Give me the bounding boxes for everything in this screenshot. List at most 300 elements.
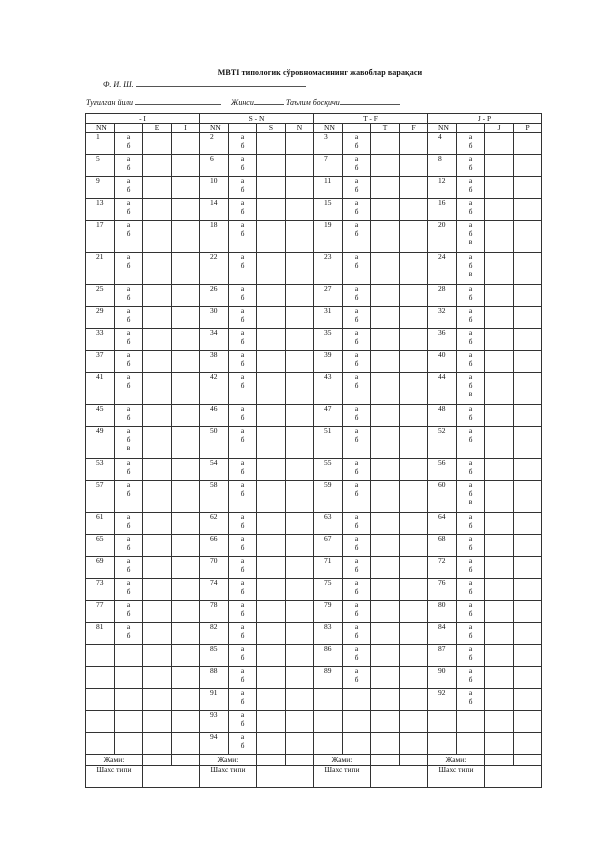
pole-tally-cell[interactable] xyxy=(286,689,314,711)
answer-option[interactable]: б xyxy=(468,674,473,684)
pole-tally-cell[interactable] xyxy=(485,513,514,535)
answer-option[interactable]: б xyxy=(354,630,359,640)
answer-option[interactable]: а xyxy=(468,328,473,337)
answer-option[interactable]: а xyxy=(240,328,245,337)
pole-tally-cell[interactable] xyxy=(514,253,542,285)
answer-option[interactable]: а xyxy=(126,426,131,435)
pole-tally-cell[interactable] xyxy=(143,733,172,755)
pole-tally-cell[interactable] xyxy=(371,199,400,221)
answer-option[interactable]: в xyxy=(468,237,473,247)
pole-tally-cell[interactable] xyxy=(514,373,542,405)
pole-tally-cell[interactable] xyxy=(485,667,514,689)
answer-option[interactable]: а xyxy=(468,556,473,565)
pole-tally-cell[interactable] xyxy=(400,557,428,579)
pole-tally-cell[interactable] xyxy=(400,733,428,755)
answer-option[interactable]: б xyxy=(354,228,359,238)
pole-tally-cell[interactable] xyxy=(143,711,172,733)
pole-tally-cell[interactable] xyxy=(400,535,428,557)
pole-tally-cell[interactable] xyxy=(257,199,286,221)
education-line[interactable] xyxy=(340,96,400,105)
answer-option[interactable]: а xyxy=(126,578,131,587)
full-name-field[interactable] xyxy=(103,78,306,89)
answer-option[interactable]: а xyxy=(126,328,131,337)
answer-option[interactable]: б xyxy=(240,740,245,750)
pole-tally-cell[interactable] xyxy=(172,645,200,667)
pole-tally-cell[interactable] xyxy=(286,711,314,733)
answer-option[interactable]: а xyxy=(468,600,473,609)
answer-option[interactable]: а xyxy=(126,350,131,359)
answer-option[interactable]: а xyxy=(126,284,131,293)
answer-option[interactable]: а xyxy=(468,284,473,293)
answer-option[interactable]: а xyxy=(126,252,131,261)
pole-tally-cell[interactable] xyxy=(371,535,400,557)
answer-option[interactable]: б xyxy=(126,564,131,574)
pole-tally-cell[interactable] xyxy=(286,307,314,329)
pole-tally-cell[interactable] xyxy=(286,155,314,177)
pole-tally-cell[interactable] xyxy=(400,351,428,373)
answer-option[interactable]: а xyxy=(354,426,359,435)
answer-option[interactable]: б xyxy=(468,412,473,422)
total-cell[interactable] xyxy=(400,755,428,766)
pole-tally-cell[interactable] xyxy=(485,557,514,579)
pole-tally-cell[interactable] xyxy=(485,579,514,601)
pole-tally-cell[interactable] xyxy=(257,711,286,733)
birth-year-line[interactable] xyxy=(135,96,221,105)
pole-tally-cell[interactable] xyxy=(143,623,172,645)
answer-option[interactable]: а xyxy=(240,176,245,185)
answer-option[interactable]: б xyxy=(468,564,473,574)
answer-option[interactable]: б xyxy=(126,336,131,346)
answer-option[interactable]: б xyxy=(354,586,359,596)
pole-tally-cell[interactable] xyxy=(371,459,400,481)
answer-option[interactable]: а xyxy=(240,132,245,141)
pole-tally-cell[interactable] xyxy=(485,221,514,253)
answer-option[interactable]: а xyxy=(468,578,473,587)
pole-tally-cell[interactable] xyxy=(257,253,286,285)
answer-option[interactable]: б xyxy=(354,412,359,422)
personality-type-cell[interactable] xyxy=(257,766,314,788)
pole-tally-cell[interactable] xyxy=(400,481,428,513)
answer-option[interactable]: а xyxy=(354,154,359,163)
answer-option[interactable]: а xyxy=(468,644,473,653)
answer-option[interactable]: б xyxy=(354,488,359,498)
pole-tally-cell[interactable] xyxy=(143,351,172,373)
answer-option[interactable]: а xyxy=(468,220,473,229)
pole-tally-cell[interactable] xyxy=(143,427,172,459)
answer-option[interactable]: б xyxy=(354,434,359,444)
answer-option[interactable]: а xyxy=(468,176,473,185)
answer-option[interactable]: б xyxy=(126,520,131,530)
pole-tally-cell[interactable] xyxy=(514,711,542,733)
answer-option[interactable]: а xyxy=(126,132,131,141)
answer-option[interactable]: б xyxy=(354,260,359,270)
pole-tally-cell[interactable] xyxy=(172,481,200,513)
pole-tally-cell[interactable] xyxy=(286,667,314,689)
pole-tally-cell[interactable] xyxy=(485,199,514,221)
pole-tally-cell[interactable] xyxy=(172,351,200,373)
answer-option[interactable]: б xyxy=(240,520,245,530)
answer-option[interactable]: б xyxy=(354,674,359,684)
pole-tally-cell[interactable] xyxy=(257,513,286,535)
personality-type-cell[interactable] xyxy=(485,766,542,788)
pole-tally-cell[interactable] xyxy=(286,535,314,557)
pole-tally-cell[interactable] xyxy=(257,351,286,373)
pole-tally-cell[interactable] xyxy=(514,579,542,601)
answer-option[interactable]: а xyxy=(126,512,131,521)
full-name-line[interactable] xyxy=(136,78,306,87)
pole-tally-cell[interactable] xyxy=(172,427,200,459)
answer-option[interactable]: б xyxy=(126,314,131,324)
answer-option[interactable]: а xyxy=(468,154,473,163)
pole-tally-cell[interactable] xyxy=(257,689,286,711)
pole-tally-cell[interactable] xyxy=(172,535,200,557)
pole-tally-cell[interactable] xyxy=(286,405,314,427)
pole-tally-cell[interactable] xyxy=(400,373,428,405)
pole-tally-cell[interactable] xyxy=(371,711,400,733)
answer-option[interactable]: б xyxy=(240,630,245,640)
pole-tally-cell[interactable] xyxy=(371,601,400,623)
answer-option[interactable]: б xyxy=(468,542,473,552)
answer-option[interactable]: а xyxy=(354,578,359,587)
pole-tally-cell[interactable] xyxy=(514,405,542,427)
answer-option[interactable]: б xyxy=(354,336,359,346)
pole-tally-cell[interactable] xyxy=(400,285,428,307)
pole-tally-cell[interactable] xyxy=(172,253,200,285)
pole-tally-cell[interactable] xyxy=(172,155,200,177)
pole-tally-cell[interactable] xyxy=(371,645,400,667)
pole-tally-cell[interactable] xyxy=(172,307,200,329)
answer-option[interactable]: а xyxy=(354,622,359,631)
answer-option[interactable]: б xyxy=(240,336,245,346)
answer-option[interactable]: б xyxy=(468,380,473,390)
answer-option[interactable]: в xyxy=(468,269,473,279)
answer-option[interactable]: а xyxy=(240,644,245,653)
pole-tally-cell[interactable] xyxy=(286,601,314,623)
answer-option[interactable]: а xyxy=(354,220,359,229)
pole-tally-cell[interactable] xyxy=(371,405,400,427)
pole-tally-cell[interactable] xyxy=(371,557,400,579)
answer-option[interactable]: а xyxy=(354,600,359,609)
pole-tally-cell[interactable] xyxy=(257,373,286,405)
total-cell[interactable] xyxy=(286,755,314,766)
answer-option[interactable]: б xyxy=(126,260,131,270)
answer-option[interactable]: б xyxy=(126,292,131,302)
answer-option[interactable]: а xyxy=(468,458,473,467)
pole-tally-cell[interactable] xyxy=(257,427,286,459)
pole-tally-cell[interactable] xyxy=(257,481,286,513)
answer-option[interactable]: б xyxy=(126,380,131,390)
pole-tally-cell[interactable] xyxy=(143,535,172,557)
answer-option[interactable]: б xyxy=(354,358,359,368)
answer-option[interactable]: а xyxy=(354,666,359,675)
answer-option[interactable]: б xyxy=(240,162,245,172)
pole-tally-cell[interactable] xyxy=(286,329,314,351)
pole-tally-cell[interactable] xyxy=(286,623,314,645)
pole-tally-cell[interactable] xyxy=(143,513,172,535)
pole-tally-cell[interactable] xyxy=(371,373,400,405)
pole-tally-cell[interactable] xyxy=(257,329,286,351)
pole-tally-cell[interactable] xyxy=(143,557,172,579)
pole-tally-cell[interactable] xyxy=(400,199,428,221)
pole-tally-cell[interactable] xyxy=(371,177,400,199)
pole-tally-cell[interactable] xyxy=(400,405,428,427)
answer-option[interactable]: б xyxy=(468,206,473,216)
pole-tally-cell[interactable] xyxy=(371,733,400,755)
answer-option[interactable]: б xyxy=(354,608,359,618)
total-cell[interactable] xyxy=(143,755,172,766)
answer-option[interactable]: а xyxy=(468,666,473,675)
answer-option[interactable]: б xyxy=(240,314,245,324)
pole-tally-cell[interactable] xyxy=(371,667,400,689)
answer-option[interactable]: б xyxy=(240,586,245,596)
answer-option[interactable]: б xyxy=(126,466,131,476)
answer-option[interactable]: а xyxy=(240,512,245,521)
pole-tally-cell[interactable] xyxy=(514,133,542,155)
answer-option[interactable]: б xyxy=(126,488,131,498)
pole-tally-cell[interactable] xyxy=(371,513,400,535)
answer-option[interactable]: б xyxy=(240,228,245,238)
pole-tally-cell[interactable] xyxy=(172,733,200,755)
answer-option[interactable]: а xyxy=(126,622,131,631)
pole-tally-cell[interactable] xyxy=(371,351,400,373)
answer-option[interactable]: а xyxy=(468,534,473,543)
answer-option[interactable]: а xyxy=(240,372,245,381)
pole-tally-cell[interactable] xyxy=(485,177,514,199)
answer-option[interactable]: а xyxy=(468,404,473,413)
answer-option[interactable]: а xyxy=(468,350,473,359)
total-cell[interactable] xyxy=(485,755,514,766)
answer-option[interactable]: б xyxy=(240,542,245,552)
pole-tally-cell[interactable] xyxy=(172,221,200,253)
answer-option[interactable]: б xyxy=(354,292,359,302)
pole-tally-cell[interactable] xyxy=(371,329,400,351)
answer-option[interactable]: а xyxy=(126,458,131,467)
answer-option[interactable]: а xyxy=(240,600,245,609)
pole-tally-cell[interactable] xyxy=(371,481,400,513)
pole-tally-cell[interactable] xyxy=(371,221,400,253)
pole-tally-cell[interactable] xyxy=(514,513,542,535)
pole-tally-cell[interactable] xyxy=(514,307,542,329)
answer-option[interactable]: а xyxy=(240,220,245,229)
pole-tally-cell[interactable] xyxy=(371,689,400,711)
answer-option[interactable]: б xyxy=(468,336,473,346)
answer-option[interactable]: б xyxy=(468,608,473,618)
pole-tally-cell[interactable] xyxy=(514,535,542,557)
pole-tally-cell[interactable] xyxy=(485,307,514,329)
pole-tally-cell[interactable] xyxy=(514,645,542,667)
pole-tally-cell[interactable] xyxy=(514,689,542,711)
answer-option[interactable]: а xyxy=(468,480,473,489)
answer-option[interactable]: а xyxy=(468,688,473,697)
answer-option[interactable]: б xyxy=(468,260,473,270)
answer-option[interactable]: б xyxy=(240,412,245,422)
pole-tally-cell[interactable] xyxy=(514,155,542,177)
pole-tally-cell[interactable] xyxy=(400,645,428,667)
answer-option[interactable]: а xyxy=(354,284,359,293)
pole-tally-cell[interactable] xyxy=(400,155,428,177)
answer-option[interactable]: а xyxy=(240,666,245,675)
pole-tally-cell[interactable] xyxy=(485,405,514,427)
pole-tally-cell[interactable] xyxy=(371,253,400,285)
answer-option[interactable]: б xyxy=(240,206,245,216)
pole-tally-cell[interactable] xyxy=(143,221,172,253)
pole-tally-cell[interactable] xyxy=(485,535,514,557)
answer-option[interactable]: б xyxy=(240,488,245,498)
pole-tally-cell[interactable] xyxy=(143,285,172,307)
answer-option[interactable]: б xyxy=(240,380,245,390)
answer-option[interactable]: а xyxy=(126,198,131,207)
answer-option[interactable]: а xyxy=(126,154,131,163)
answer-option[interactable]: б xyxy=(468,314,473,324)
pole-tally-cell[interactable] xyxy=(485,733,514,755)
pole-tally-cell[interactable] xyxy=(257,307,286,329)
answer-option[interactable]: а xyxy=(468,198,473,207)
total-cell[interactable] xyxy=(371,755,400,766)
pole-tally-cell[interactable] xyxy=(514,557,542,579)
answer-option[interactable]: б xyxy=(468,586,473,596)
total-cell[interactable] xyxy=(514,755,542,766)
pole-tally-cell[interactable] xyxy=(514,199,542,221)
pole-tally-cell[interactable] xyxy=(400,513,428,535)
answer-option[interactable]: а xyxy=(354,458,359,467)
answer-option[interactable]: в xyxy=(468,497,473,507)
pole-tally-cell[interactable] xyxy=(257,579,286,601)
pole-tally-cell[interactable] xyxy=(400,307,428,329)
answer-option[interactable]: а xyxy=(354,328,359,337)
answer-option[interactable]: б xyxy=(126,630,131,640)
pole-tally-cell[interactable] xyxy=(485,373,514,405)
answer-option[interactable]: а xyxy=(240,154,245,163)
pole-tally-cell[interactable] xyxy=(485,601,514,623)
answer-option[interactable]: б xyxy=(354,206,359,216)
answer-option[interactable]: б xyxy=(240,358,245,368)
answer-option[interactable]: а xyxy=(126,556,131,565)
answer-option[interactable]: а xyxy=(468,132,473,141)
pole-tally-cell[interactable] xyxy=(172,601,200,623)
pole-tally-cell[interactable] xyxy=(286,513,314,535)
pole-tally-cell[interactable] xyxy=(371,133,400,155)
pole-tally-cell[interactable] xyxy=(172,133,200,155)
pole-tally-cell[interactable] xyxy=(286,177,314,199)
pole-tally-cell[interactable] xyxy=(514,351,542,373)
answer-option[interactable]: а xyxy=(240,306,245,315)
answer-option[interactable]: б xyxy=(240,434,245,444)
pole-tally-cell[interactable] xyxy=(371,623,400,645)
answer-option[interactable]: б xyxy=(468,488,473,498)
answer-option[interactable]: а xyxy=(354,644,359,653)
answer-option[interactable]: а xyxy=(240,732,245,741)
pole-tally-cell[interactable] xyxy=(485,481,514,513)
pole-tally-cell[interactable] xyxy=(143,579,172,601)
personality-type-cell[interactable] xyxy=(143,766,200,788)
answer-option[interactable]: б xyxy=(126,228,131,238)
answer-option[interactable]: б xyxy=(468,520,473,530)
answer-option[interactable]: а xyxy=(240,350,245,359)
answer-option[interactable]: б xyxy=(240,140,245,150)
pole-tally-cell[interactable] xyxy=(371,155,400,177)
pole-tally-cell[interactable] xyxy=(172,579,200,601)
answer-option[interactable]: а xyxy=(468,512,473,521)
pole-tally-cell[interactable] xyxy=(143,645,172,667)
pole-tally-cell[interactable] xyxy=(286,373,314,405)
answer-option[interactable]: а xyxy=(468,426,473,435)
answer-option[interactable]: б xyxy=(354,466,359,476)
pole-tally-cell[interactable] xyxy=(143,199,172,221)
pole-tally-cell[interactable] xyxy=(257,667,286,689)
answer-option[interactable]: б xyxy=(468,162,473,172)
answer-option[interactable]: б xyxy=(126,162,131,172)
answer-option[interactable]: б xyxy=(126,586,131,596)
pole-tally-cell[interactable] xyxy=(286,427,314,459)
pole-tally-cell[interactable] xyxy=(172,405,200,427)
pole-tally-cell[interactable] xyxy=(172,285,200,307)
pole-tally-cell[interactable] xyxy=(485,427,514,459)
answer-option[interactable]: а xyxy=(240,534,245,543)
pole-tally-cell[interactable] xyxy=(485,623,514,645)
pole-tally-cell[interactable] xyxy=(514,177,542,199)
pole-tally-cell[interactable] xyxy=(143,405,172,427)
gender-line[interactable] xyxy=(254,96,284,105)
pole-tally-cell[interactable] xyxy=(172,373,200,405)
answer-option[interactable]: а xyxy=(354,512,359,521)
pole-tally-cell[interactable] xyxy=(286,133,314,155)
answer-option[interactable]: а xyxy=(468,306,473,315)
pole-tally-cell[interactable] xyxy=(286,733,314,755)
pole-tally-cell[interactable] xyxy=(172,667,200,689)
answer-option[interactable]: а xyxy=(354,556,359,565)
total-cell[interactable] xyxy=(257,755,286,766)
answer-option[interactable]: а xyxy=(354,198,359,207)
pole-tally-cell[interactable] xyxy=(257,645,286,667)
total-cell[interactable] xyxy=(172,755,200,766)
pole-tally-cell[interactable] xyxy=(286,481,314,513)
pole-tally-cell[interactable] xyxy=(514,285,542,307)
answer-option[interactable]: б xyxy=(126,542,131,552)
pole-tally-cell[interactable] xyxy=(485,133,514,155)
pole-tally-cell[interactable] xyxy=(485,711,514,733)
answer-option[interactable]: а xyxy=(126,372,131,381)
pole-tally-cell[interactable] xyxy=(143,601,172,623)
pole-tally-cell[interactable] xyxy=(143,133,172,155)
pole-tally-cell[interactable] xyxy=(286,199,314,221)
pole-tally-cell[interactable] xyxy=(286,285,314,307)
pole-tally-cell[interactable] xyxy=(400,221,428,253)
pole-tally-cell[interactable] xyxy=(286,645,314,667)
answer-option[interactable]: в xyxy=(126,443,131,453)
answer-option[interactable]: а xyxy=(468,372,473,381)
answer-option[interactable]: а xyxy=(468,622,473,631)
answer-option[interactable]: б xyxy=(240,652,245,662)
answer-option[interactable]: а xyxy=(126,600,131,609)
pole-tally-cell[interactable] xyxy=(400,133,428,155)
pole-tally-cell[interactable] xyxy=(257,177,286,199)
pole-tally-cell[interactable] xyxy=(514,427,542,459)
answer-option[interactable]: б xyxy=(126,206,131,216)
answer-option[interactable]: б xyxy=(354,380,359,390)
pole-tally-cell[interactable] xyxy=(143,155,172,177)
pole-tally-cell[interactable] xyxy=(257,459,286,481)
answer-option[interactable]: а xyxy=(354,534,359,543)
answer-option[interactable]: б xyxy=(126,608,131,618)
answer-option[interactable]: б xyxy=(240,718,245,728)
answer-option[interactable]: а xyxy=(240,284,245,293)
answer-option[interactable]: б xyxy=(240,260,245,270)
pole-tally-cell[interactable] xyxy=(257,405,286,427)
answer-option[interactable]: б xyxy=(126,184,131,194)
pole-tally-cell[interactable] xyxy=(172,177,200,199)
answer-option[interactable]: а xyxy=(126,176,131,185)
answer-option[interactable]: а xyxy=(126,404,131,413)
